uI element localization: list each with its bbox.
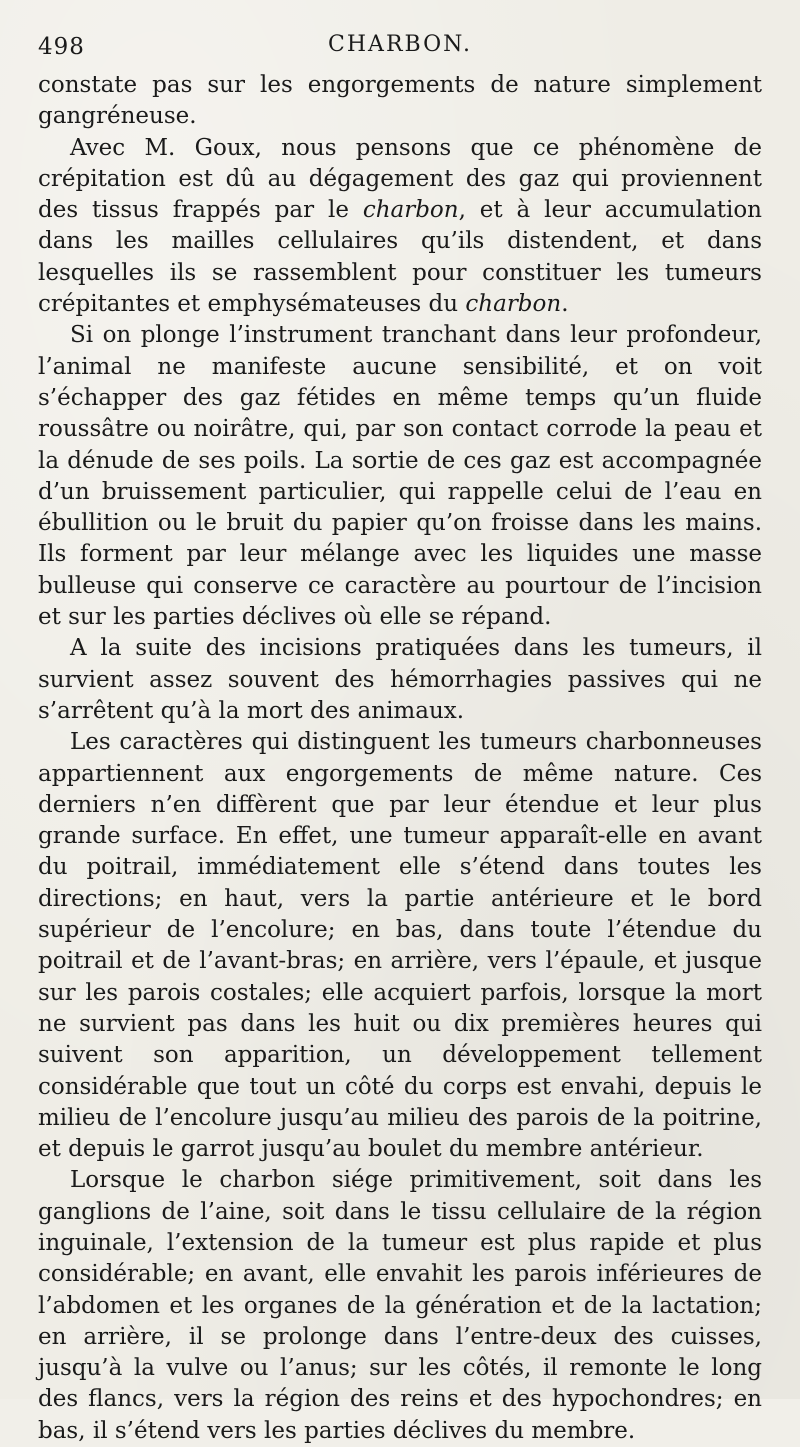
paragraph-text: Si on plonge l’instrument tranchant dans leur profondeur, l’animal ne manifeste aucune sensibilité, et on voit s’échapper des gaz fétides en même temps qu’un fluide roussâtre ou noirâtre, qui, par son contact corrode la peau et la dénude de ses poils. La sortie de ces gaz est accompagnée d’un bruissement particulier, qui rappelle celui de l’eau en ébullition ou le bruit du papier qu’on froisse dans les mains. Ils forment par leur mélange avec les liquides une masse bulleuse qui conserve ce caractère au pourtour de l’incision et sur les parties déclives où elle se répand. [38,322,762,631]
paragraph [38,1165,762,1447]
paragraph [38,320,762,633]
paragraph [38,633,762,727]
italic-text: charbon [465,291,562,318]
paragraph-text: Lorsque le charbon siége primitivement, soit dans les ganglions de l’aine, soit dans le tissu cellulaire de la région inguinale, l’extension de la tumeur est plus rapide et plus considérable; en avant, elle envahit les parois inférieures de l’abdomen et les organes de la génération et de la lactation; en arrière, il se prolonge dans l’entre-deux des cuisses, jusqu’à la vulve ou l’anus; sur les côtés, il remonte le long des flancs, vers la région des reins et des hypochondres; en bas, il s’étend vers les parties déclives du membre. [38,1167,762,1444]
running-title: CHARBON. [328,32,472,57]
paragraph [38,70,762,133]
paragraph [38,133,762,321]
paragraph-text: Avec M. Goux, nous pensons que ce phénomène de crépitation est dû au dégagement des gaz qui proviennent des tissus frappés par le [38,134,762,224]
paragraph [38,727,762,1165]
paragraph-text: . [561,291,569,318]
running-head [38,26,762,70]
body-text [38,70,762,1447]
paragraph-text: constate pas sur les engorgements de nature simplement gangréneuse. [38,72,762,130]
paragraph-text: , et à leur accumulation dans les mailles cellulaires qu’ils distendent, et dans lesquelles ils se rassemblent pour constituer les tumeurs crépitantes et emphysémateuses du [38,197,762,318]
paragraph-text: A la suite des incisions pratiquées dans les tumeurs, il survient assez souvent des hémorrhagies passives qui ne s’arrêtent qu’à la mort des animaux. [38,635,762,724]
page-number: 498 [38,34,85,60]
paragraph-text: Les caractères qui distinguent les tumeurs charbonneuses appartiennent aux engorgements de même nature. Ces derniers n’en diffèrent que par leur étendue et leur plus grande surface. En effet, une tumeur apparaît-elle en avant du poitrail, immédiatement elle s’étend dans toutes les directions; en haut, vers la partie antérieure et le bord supérieur de l’encolure; en bas, dans toute l’étendue du poitrail et de l’avant-bras; en arrière, vers l’épaule, et jusque sur les parois costales; elle acquiert parfois, lorsque la mort ne survient pas dans les huit ou dix premières heures qui suivent son apparition, un développement tellement considérable que tout un côté du corps est envahi, depuis le milieu de l’encolure jusqu’au milieu des parois de la poitrine, et depuis le garrot jusqu’au boulet du membre antérieur. [38,729,762,1163]
italic-text: charbon [362,197,459,224]
